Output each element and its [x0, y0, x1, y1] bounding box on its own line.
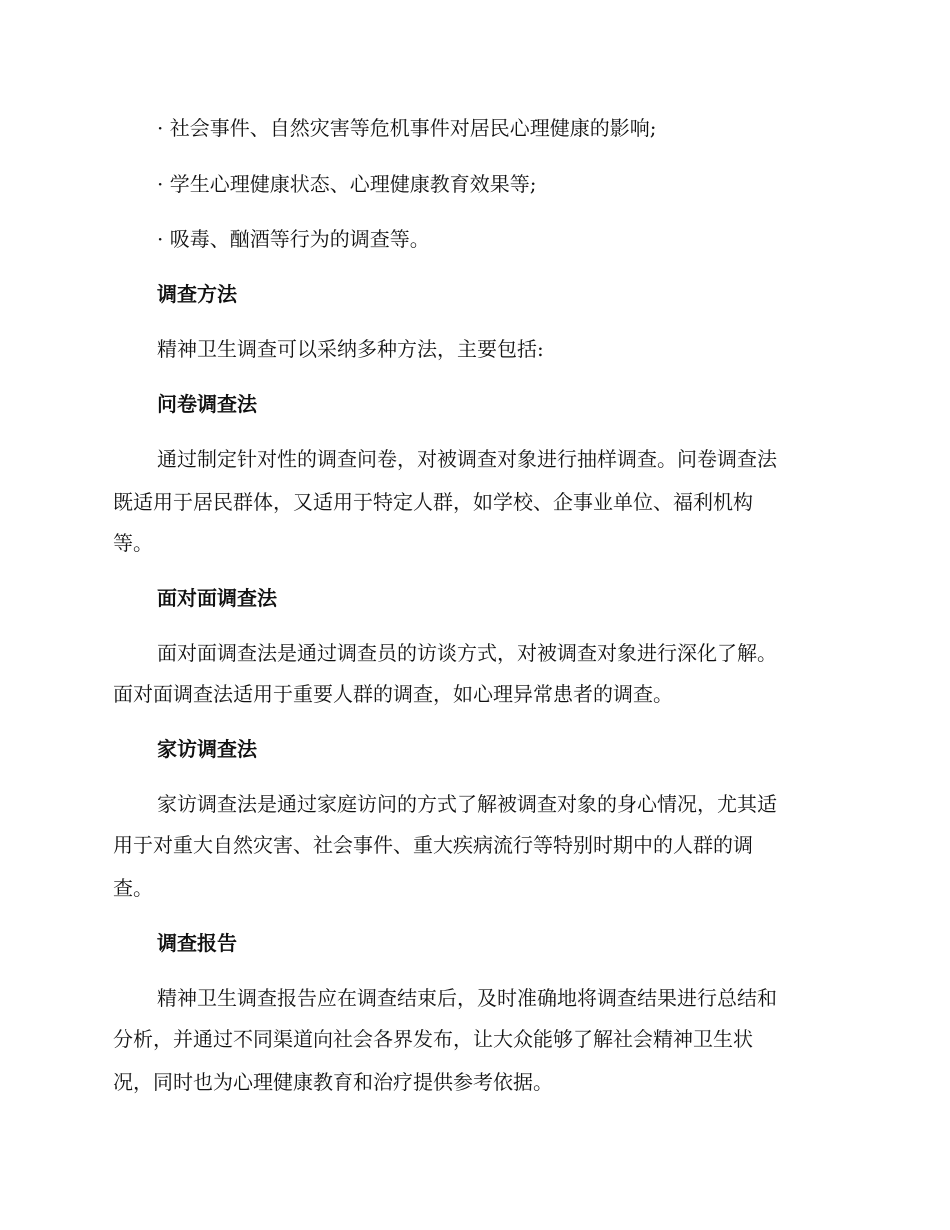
report-paragraph-line-3: 况，同时也为心理健康教育和治疗提供参考依据。	[113, 1070, 553, 1094]
home-visit-paragraph-line-3: 查。	[113, 876, 153, 900]
bullet-item-students: · 学生心理健康状态、心理健康教育效果等;	[157, 172, 537, 196]
face-to-face-paragraph-line-1: 面对面调查法是通过调查员的访谈方式，对被调查对象进行深化了解。	[157, 641, 777, 665]
home-visit-paragraph-line-2: 用于对重大自然灾害、社会事件、重大疾病流行等特别时期中的人群的调	[113, 833, 753, 857]
report-paragraph-line-1: 精神卫生调查报告应在调查结束后，及时准确地将调查结果进行总结和	[157, 986, 777, 1010]
section-heading-report: 调查报告	[157, 931, 237, 955]
section-heading-methods: 调查方法	[157, 282, 237, 306]
questionnaire-paragraph-line-2: 既适用于居民群体，又适用于特定人群，如学校、企事业单位、福利机构	[113, 490, 753, 514]
bullet-item-substance-abuse: · 吸毒、酗酒等行为的调查等。	[157, 227, 430, 251]
subheading-face-to-face: 面对面调查法	[157, 586, 277, 610]
subheading-home-visit: 家访调查法	[157, 737, 257, 761]
questionnaire-paragraph-line-3: 等。	[113, 531, 153, 555]
report-paragraph-line-2: 分析，并通过不同渠道向社会各界发布，让大众能够了解社会精神卫生状	[113, 1027, 753, 1051]
bullet-item-crisis-events: · 社会事件、自然灾害等危机事件对居民心理健康的影响;	[157, 116, 657, 140]
questionnaire-paragraph-line-1: 通过制定针对性的调查问卷，对被调查对象进行抽样调查。问卷调查法	[157, 447, 777, 471]
subheading-questionnaire: 问卷调查法	[157, 392, 257, 416]
home-visit-paragraph-line-1: 家访调查法是通过家庭访问的方式了解被调查对象的身心情况，尤其适	[157, 792, 777, 816]
methods-intro-paragraph: 精神卫生调查可以采纳多种方法，主要包括:	[157, 337, 544, 361]
face-to-face-paragraph-line-2: 面对面调查法适用于重要人群的调查，如心理异常患者的调查。	[113, 682, 673, 706]
